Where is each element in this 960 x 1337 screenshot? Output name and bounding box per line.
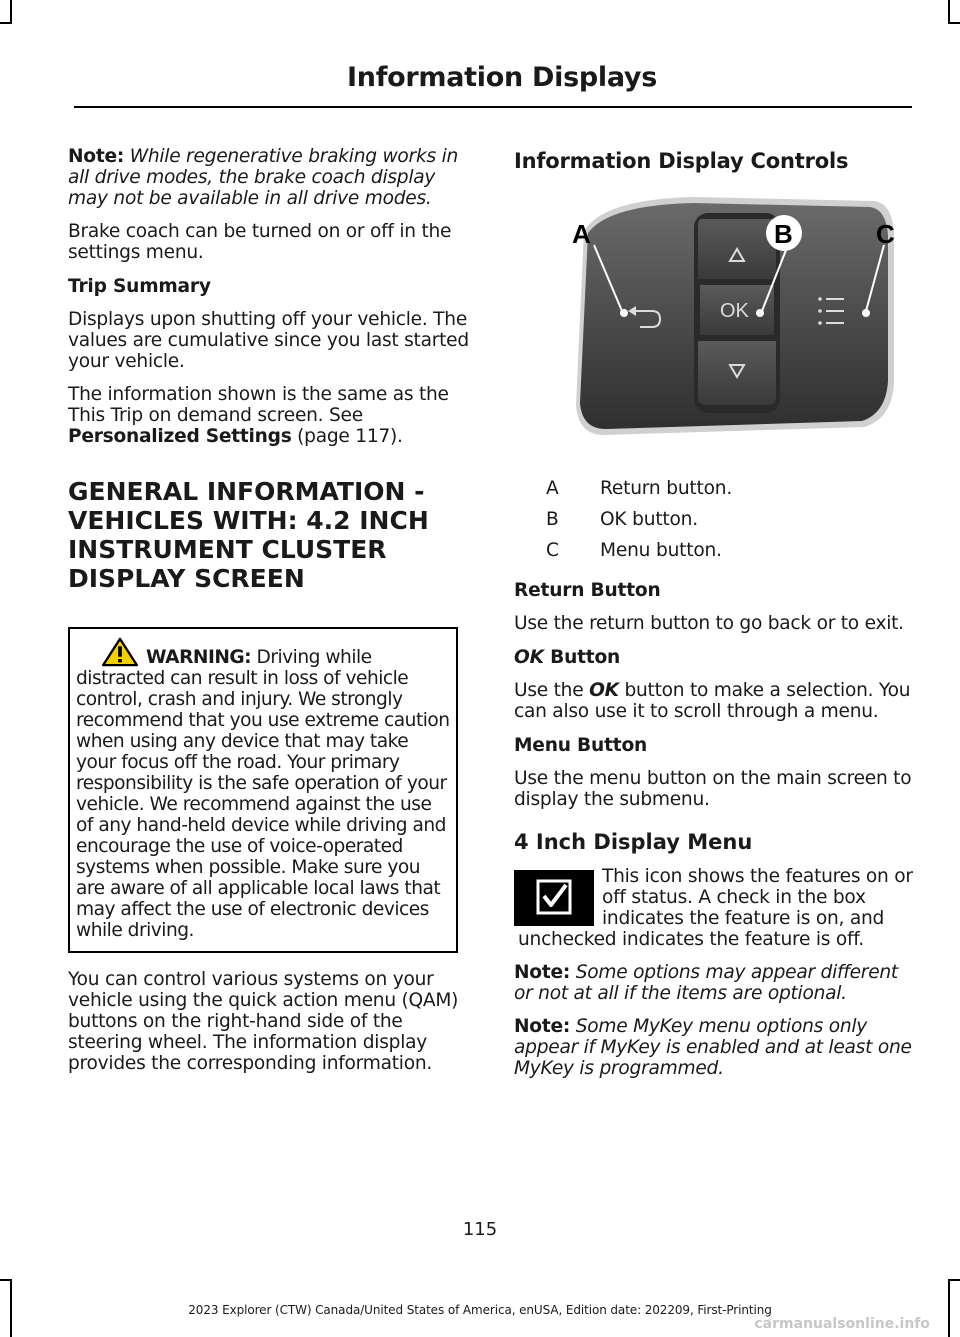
trip-summary-heading: Trip Summary [68,276,211,297]
ok-heading-rest: Button [543,647,621,668]
steering-wheel-controls-figure [544,193,896,441]
qam-para: You can control various systems on your vehicle using the quick action menu (QAM) buttons on the right-hand side of the steering wheel. The information display provides the corresponding information. [68,969,459,1074]
figure-label-c: C [876,219,895,249]
legend-key: A [546,478,559,499]
checkbox-status-icon [514,870,594,926]
watermark: carmanualsonline.info [754,1316,930,1332]
return-button-heading: Return Button [514,580,661,601]
left-column [68,146,472,1074]
legend-text: OK button. [600,509,698,530]
note-mykey [514,1016,914,1079]
note-text: Some MyKey menu options only appear if MyKey is enabled and at least one MyKey is programmed. [514,1016,912,1079]
ok-button-text [514,680,914,722]
note-text: While regenerative braking works in all drive modes, the brake coach display may not be available in all drive modes. [68,146,459,209]
note-label: Note: [514,1016,571,1037]
icon-description [514,866,914,950]
section-heading [68,477,472,593]
menu-button-text: Use the menu button on the main screen to display the submenu. [514,768,912,810]
footer-edition: 2023 Explorer (CTW) Canada/United States of America, enUSA, Edition date: 202209, First-Printing [188,1303,772,1317]
crop-mark [10,0,12,24]
warning-box [68,627,458,953]
trip-page-ref: (page 117). [291,426,403,447]
note-text: Some options may appear different or not at all if the items are optional. [514,962,898,1004]
header-rule [74,106,912,108]
crop-mark [0,22,12,24]
page-number: 115 [462,1219,498,1240]
section-line-2: VEHICLES WITH: 4.2 INCH [68,506,429,535]
page-title: Information Displays [347,62,657,93]
crop-mark [948,22,960,24]
legend-row [514,535,914,566]
figure-label-b: B [774,219,793,249]
ok-heading-italic: OK [514,647,544,668]
section-line-4: DISPLAY SCREEN [68,564,305,593]
note-brake-coach [68,146,472,209]
note-label: Note: [514,962,571,983]
trip-summary-para: Displays upon shutting off your vehicle. The values are cumulative since you last started your vehicle. [68,309,469,372]
legend-row [514,504,914,535]
note-optional [514,962,914,1004]
trip-summary-see-para [68,384,472,447]
checkbox-icon [536,879,572,915]
section-line-1: GENERAL INFORMATION - [68,477,425,506]
crop-mark [948,1279,960,1281]
ok-text-post: button to make a selection. You can also use it to scroll through a menu. [514,680,911,722]
display-menu-heading: 4 Inch Display Menu [514,830,753,854]
crop-mark [0,1279,12,1281]
ok-label: OK [720,300,749,322]
right-column [514,146,914,1079]
note-label: Note: [68,146,125,167]
warning-para [76,637,450,941]
legend-text: Menu button. [600,540,722,561]
warning-label: WARNING: [146,647,252,668]
legend-key: B [546,509,559,530]
menu-button-heading: Menu Button [514,735,648,756]
section-line-3: INSTRUMENT CLUSTER [68,535,387,564]
personalized-settings-link[interactable]: Personalized Settings [68,426,292,447]
trip-see-text: The information shown is the same as the This Trip on demand screen. See [68,384,449,426]
icon-text: This icon shows the features on or off status. A check in the box indicates the feature is on, and unchecked indicates the feature is off. [518,866,913,950]
return-button-text: Use the return button to go back or to exit. [514,613,904,634]
ok-text-pre: Use the [514,680,590,701]
legend-text: Return button. [600,478,733,499]
ok-button-heading [514,647,914,668]
legend-key: C [546,540,559,561]
legend-row [514,473,914,504]
brake-coach-para: Brake coach can be turned on or off in the settings menu. [68,221,452,263]
ok-text-italic: OK [589,680,619,701]
figure-legend [514,473,914,566]
warning-triangle-icon [100,637,140,667]
crop-mark [948,0,950,24]
warning-text: Driving while distracted can result in loss of vehicle control, crash and injury. We strongly recommend that you use extreme caution when using any device that may take your focus off the road. Your primary responsibility is the safe operation of your vehicle. We recommend against the use of any hand-held device while driving and encourage the use of voice-operated systems when possible. Make sure you are aware of all applicable local laws that may affect the use of electronic devices while driving. [76,647,450,941]
controls-heading: Information Display Controls [514,149,849,173]
figure-label-a: A [572,219,591,249]
